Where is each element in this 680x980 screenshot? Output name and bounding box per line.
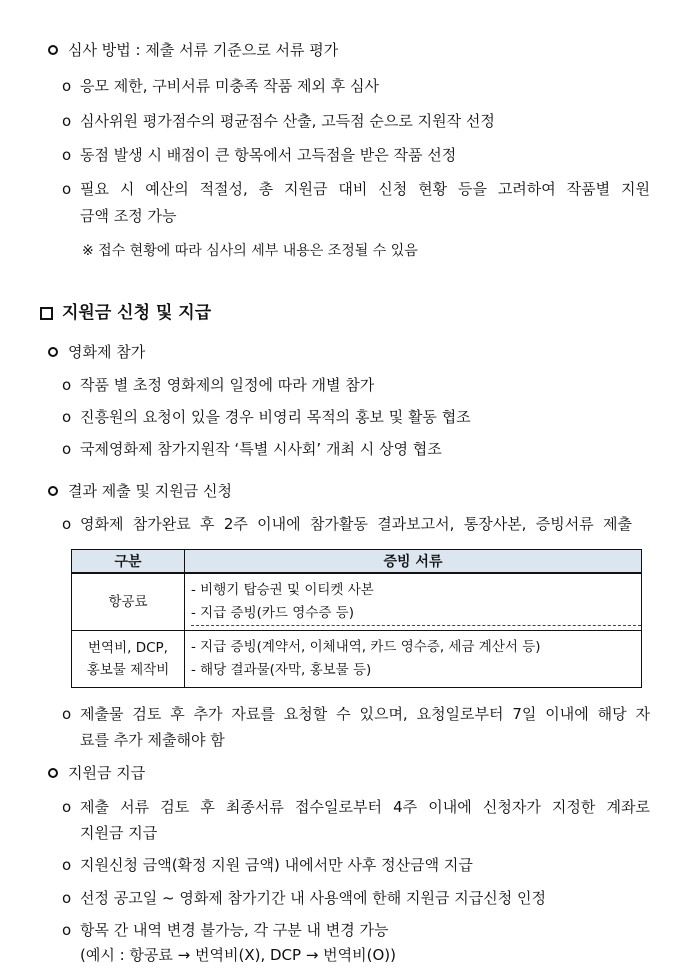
document-line: - 지급 증빙(카드 영수증 등) [191, 602, 641, 626]
o-bullet: o [62, 889, 72, 907]
document-line: - 지급 증빙(계약서, 이체내역, 카드 영수증, 세금 계산서 등) [191, 639, 541, 655]
o-bullet: o [62, 408, 72, 426]
evidence-table [71, 549, 642, 688]
category-line: 홍보물 제작비 [86, 662, 170, 678]
o-bullet: o [62, 921, 72, 939]
o-bullet: o [62, 798, 72, 816]
review-note: ※ 접수 현황에 따라 심사의 세부 내용은 조정될 수 있음 [82, 243, 418, 259]
table-header-row [72, 550, 642, 574]
payment-item: 항목 간 내역 변경 불가능, 각 구분 내 변경 가능 [80, 921, 389, 939]
result-extra-cont: 료를 추가 제출해야 함 [80, 731, 225, 749]
festival-item: 작품 별 초정 영화제의 일정에 따라 개별 참가 [80, 376, 375, 394]
payment-item: 제출 서류 검토 후 최종서류 접수일로부터 4주 이내에 신청자가 지정한 계좌로 [80, 798, 650, 816]
table-cell-category [72, 631, 185, 688]
result-extra: 제출물 검토 후 추가 자료를 요청할 수 있으며, 요청일로부터 7일 이내에 해당 자 [80, 705, 650, 723]
table-header-documents: 증빙 서류 [185, 550, 642, 574]
section-title: 지원금 신청 및 지급 [62, 303, 212, 323]
document-line: - 비행기 탑승권 및 이티켓 사본 [191, 581, 374, 598]
o-bullet: o [62, 146, 72, 164]
o-bullet: o [62, 77, 72, 95]
review-item-cont: 금액 조정 가능 [80, 207, 177, 225]
o-bullet: o [62, 440, 72, 458]
o-bullet: o [62, 180, 72, 198]
category-line: 번역비, DCP, [88, 640, 168, 656]
result-heading: 결과 제출 및 지원금 신청 [68, 482, 232, 500]
o-bullet: o [62, 515, 72, 533]
review-item: 필요 시 예산의 적절성, 총 지원금 대비 신청 현황 등을 고려하여 작품별 지원 [80, 180, 650, 198]
result-item: 영화제 참가완료 후 2주 이내에 참가활동 결과보고서, 통장사본, 증빙서류 제출 [80, 515, 632, 533]
o-bullet: o [62, 376, 72, 394]
payment-item-cont: 지원금 지급 [80, 824, 158, 842]
table-row [72, 631, 642, 688]
table-cell-category: 항공료 [72, 573, 185, 631]
review-item: 심사위원 평가점수의 평균점수 산출, 고득점 순으로 지원작 선정 [80, 112, 495, 130]
payment-example: (예시 : 항공료 → 번역비(X), DCP → 번역비(O)) [80, 946, 396, 964]
festival-item: 국제영화제 참가지원작 ‘특별 시사회’ 개최 시 상영 협조 [80, 440, 442, 458]
circle-bullet-icon [48, 347, 58, 357]
table-header-category: 구분 [72, 550, 185, 574]
o-bullet: o [62, 856, 72, 874]
document-line: - 해당 결과물(자막, 홍보물 등) [191, 662, 372, 678]
payment-item: 지원신청 금액(확정 지원 금액) 내에서만 사후 정산금액 지급 [80, 856, 473, 874]
review-item: 동점 발생 시 배점이 큰 항목에서 고득점을 받은 작품 선정 [80, 146, 457, 164]
payment-heading: 지원금 지급 [68, 764, 146, 782]
table-cell-documents [185, 573, 642, 631]
review-item: 응모 제한, 구비서류 미충족 작품 제외 후 심사 [80, 77, 379, 95]
table-cell-documents [185, 631, 642, 688]
circle-bullet-icon [48, 486, 58, 496]
festival-heading: 영화제 참가 [68, 343, 146, 361]
circle-bullet-icon [48, 768, 58, 778]
payment-item: 선정 공고일 ~ 영화제 참가기간 내 사용액에 한해 지원금 지급신청 인정 [80, 889, 546, 907]
square-bullet-icon [40, 307, 53, 320]
festival-item: 진흥원의 요청이 있을 경우 비영리 목적의 홍보 및 활동 협조 [80, 408, 471, 426]
o-bullet: o [62, 705, 72, 723]
o-bullet: o [62, 112, 72, 130]
circle-bullet-icon [48, 45, 58, 55]
review-method: 심사 방법 : 제출 서류 기준으로 서류 평가 [68, 41, 339, 59]
table-row [72, 573, 642, 631]
